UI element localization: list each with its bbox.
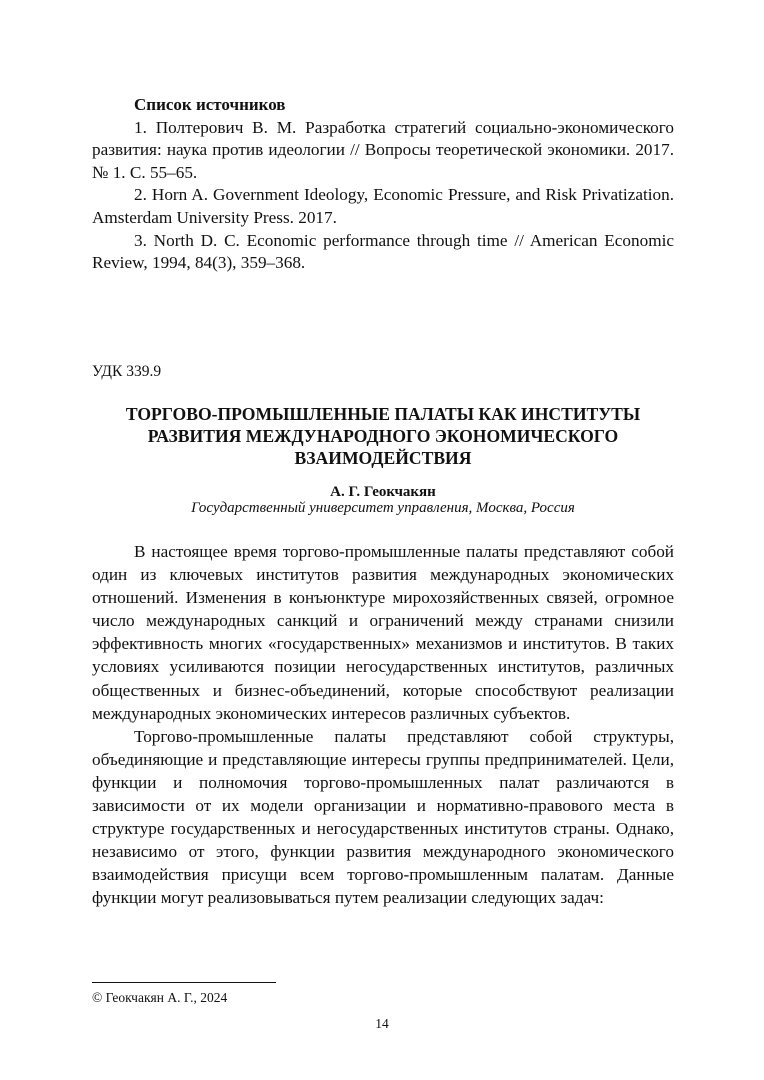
article-title-line: ТОРГОВО-ПРОМЫШЛЕННЫЕ ПАЛАТЫ КАК ИНСТИТУТЫ — [125, 404, 641, 424]
page-number: 14 — [375, 1016, 389, 1031]
body-paragraph: В настоящее время торгово-промышленные палаты представляют собой один из ключевых институтов развития международных экономических отношений. Изменения в конъюнктуре мирохозяйственных связей, огромное число международных санкций и ограничений между странами снизили эффективность многих «государственных» механизмов и институтов. В таких условиях усиливаются позиции негосударственных институтов, различных общественных и бизнес-объединений, которые способствуют реализации международных экономических интересов различных субъектов. — [92, 542, 674, 723]
references-section — [92, 94, 674, 275]
article-title-line: ВЗАИМОДЕЙСТВИЯ — [294, 448, 472, 468]
references-heading: Список источников — [134, 95, 286, 114]
author-name: А. Г. Геокчакян — [330, 484, 436, 500]
reference-item: 2. Horn A. Government Ideology, Economic Pressure, and Risk Privatization. Amsterdam University Press. 2017. — [92, 185, 674, 227]
body-paragraph: Торгово-промышленные палаты представляют собой структуры, объединяющие и представляющие интересы группы предпринимателей. Цели, функции и полномочия торгово-промышленных палат различаются в зависимости от их модели организации и нормативно-правового места в структуре государственных и негосударственных институтов страны. Однако, независимо от этого, функции развития международного экономического взаимодействия присущи всем торгово-промышленным палатам. Данные функции могут реализовываться путем реализации следующих задач: — [92, 726, 674, 908]
author-affiliation: Государственный университет управления, Москва, Россия — [191, 500, 575, 516]
article-body — [92, 540, 674, 910]
copyright-footnote: © Геокчакян А. Г., 2024 — [92, 990, 228, 1005]
article-title-line: РАЗВИТИЯ МЕЖДУНАРОДНОГО ЭКОНОМИЧЕСКОГО — [147, 426, 619, 446]
footnote-divider — [92, 982, 276, 983]
article-title — [92, 403, 674, 469]
reference-item: 3. North D. C. Economic performance through time // American Economic Review, 1994, 84(3), 359–368. — [92, 230, 674, 273]
reference-item: 1. Полтерович В. М. Разработка стратегий социально-экономического развития: наука против идеологии // Вопросы теоретической экономики. 2017. № 1. С. 55–65. — [92, 117, 674, 182]
udk-code: УДК 339.9 — [92, 363, 162, 380]
